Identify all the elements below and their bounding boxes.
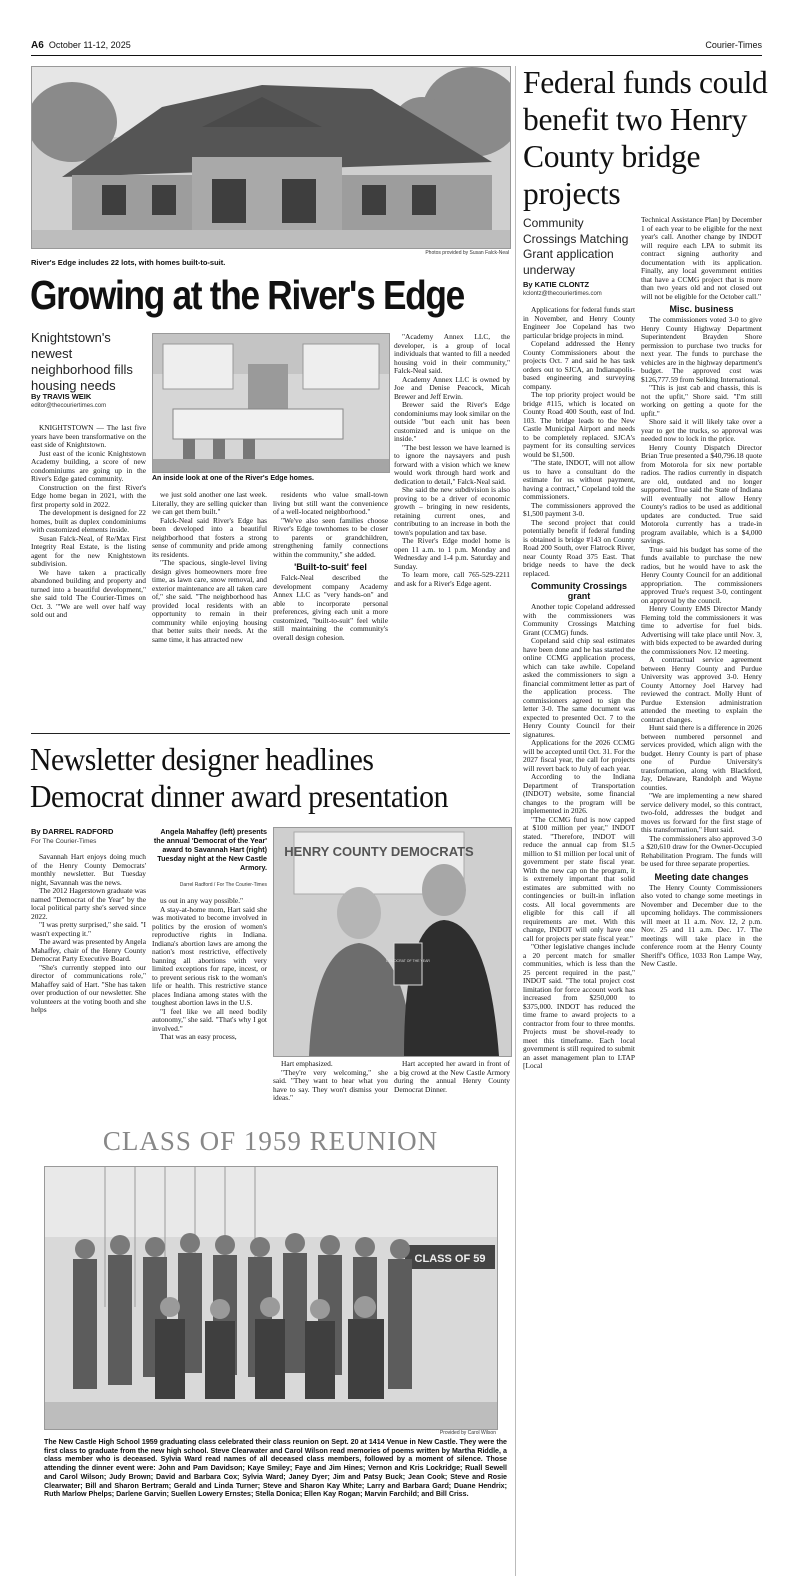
paragraph: us out in any way possible." xyxy=(160,897,244,905)
newsletter-col-4 xyxy=(394,1060,510,1116)
newsletter-byline: By DARREL RADFORD xyxy=(31,827,114,836)
rivers-edge-email: editor@thecouriertimes.com xyxy=(31,403,107,409)
paragraph: Hunt said there is a difference in 2026 between numbered personnel and services provided, which align with the budget. Henry County is part of phase one of Purdue University's transformation, along with Blackford, Jay, Delaware, Randolph and Wayne counties. xyxy=(641,723,762,792)
paragraph: Henry County EMS Director Mandy Fleming told the commissioners it was time to advertise for fuel bids. Advertising will take place until Nov. 3, with bids expected to be awarded during the commissioners Nov. 12 meeting. xyxy=(641,604,762,656)
newsletter-headline: Newsletter designer headlines Democrat dinner award presentation xyxy=(30,741,449,814)
paragraph: Another topic Copeland addressed with the commissioners was Community Crossings Matching Grant (CCMG) funds. xyxy=(523,602,635,637)
rivers-edge-col-1 xyxy=(31,424,146,722)
award-photo-credit: Darrel Radford / For The Courier-Times xyxy=(179,882,267,888)
paragraph: The development is designed for 22 homes, built as duplex condominiums with customized elements inside. xyxy=(31,508,146,534)
rivers-edge-col-4 xyxy=(394,333,510,722)
paragraph: Construction on the first River's Edge home began in 2021, with the first property sold in 2022. xyxy=(31,482,146,509)
floor xyxy=(45,1402,497,1429)
paragraph: That was an easy process, xyxy=(160,1032,237,1041)
reunion-illustration xyxy=(45,1167,497,1429)
paragraph: Brewer said the River's Edge condominiums may look similar on the outside "but each unit has been customized and is unique on the inside." xyxy=(394,400,510,443)
rivers-edge-col-3 xyxy=(273,491,388,722)
paragraph: The commissioners approved the $1,500 payment 3-0. xyxy=(523,500,635,518)
paragraph: "Academy Annex LLC, the developer, is a group of local individuals that wanted to fill a needed housing void in their community," Falck-Neal said. xyxy=(394,333,510,375)
section-subhead: Misc. business xyxy=(669,304,734,314)
paragraph: Falck-Neal described the development company Academy Annex LLC as "very hands-on" and able to incorporate personal preferences, giving each unit a more customized, "built-to-suit" feel while still maintaining the community's overall design cohesion. xyxy=(273,573,388,642)
paragraph: residents who value small-town living but still want the convenience of a well-located neighborhood." xyxy=(273,491,388,516)
bridge-byline: By KATIE CLONTZ xyxy=(523,280,590,289)
paragraph: Applications for the 2026 CCMG will be accepted until Oct. 31. For the 2027 fiscal year, the call for projects will revert back to July of each year. xyxy=(523,738,635,773)
section-subhead: 'Built-to-suit' feel xyxy=(294,562,367,572)
house-photo-caption: River's Edge includes 22 lots, with homes built-to-suit. xyxy=(31,258,226,267)
paragraph: KNIGHTSTOWN — The last five years have been transformative on the east side of Knightstown. xyxy=(31,424,146,449)
house-exterior-illustration xyxy=(32,67,510,248)
paragraph: The 2012 Hagerstown graduate was named "Democrat of the Year" by the local political party she's served since 2022. xyxy=(31,886,146,921)
kitchen-illustration xyxy=(153,334,389,472)
section-divider xyxy=(31,733,510,734)
reunion-title: CLASS OF 1959 REUNION xyxy=(102,1126,439,1156)
newsletter-col-3 xyxy=(273,1060,388,1116)
award-illustration xyxy=(274,828,511,1056)
paragraph: Savannah Hart enjoys doing much of the Henry County Democrats' monthly newsletter. But Tuesday night, Savannah was the news. xyxy=(31,853,146,887)
paragraph: The River's Edge model home is open 11 a.m. to 1 p.m. Monday and Wednesday and 1-4 p.m. Saturday and Sunday. xyxy=(394,536,510,571)
paragraph: Just east of the iconic Knightstown Academy building, a score of new condominiums are going up in the River's Edge gated community. xyxy=(31,448,146,483)
paragraph: True said his budget has some of the funds available to purchase the new radios, but he would have to ask the Henry County Council for an additional appropriation. The commissioners approved True's request 3-0, contingent on approval by the council. xyxy=(641,544,762,605)
paragraph: Henry County Dispatch Director Brian True presented a $40,796.18 quote from Motorola for six new portable radios. The radios currently in dispatch are old, outdated and no longer supported. True said the State of Indiana will eventually not allow Henry County's radios to be used as additional updates are conducted. True said Motorola currently has a trade-in program available, which is a $4,000 savings. xyxy=(641,442,762,545)
right-person-head xyxy=(422,864,466,916)
paragraph: Hart emphasized. xyxy=(281,1060,333,1068)
paragraph: "I was pretty surprised," she said. "I wasn't expecting it." xyxy=(31,920,146,938)
newsletter-byline-sub: For The Courier-Times xyxy=(31,838,97,845)
bridge-headline: Federal funds could benefit two Henry County bridge projects xyxy=(523,65,768,211)
paragraph: The commissioners also approved 3-0 a $20,610 draw for the Owner-Occupied Rehabilitation Program. The funds will be used for three separate properties. xyxy=(641,833,762,868)
paragraph: She said the new subdivision is also proving to be a driver of economic growth – bringing in new residents, retaining current ones, and contributing to an increase in both the town's population and tax base. xyxy=(394,485,510,537)
paper-name: Courier-Times xyxy=(705,40,762,50)
paragraph: "We are implementing a new shared service delivery model, so this contract, two-fold, addresses the budget and moves us forward for the first stage of this transformation," Hunt said. xyxy=(641,791,762,834)
rivers-edge-dek: Knightstown's newest neighborhood fills housing needs xyxy=(31,330,133,393)
paragraph: "Other legislative changes include a 20 percent match for smaller communities, which is less than the 25 percent required in the past," INDOT said. "The total project cost limitation for force account work has increased from $250,000 to $375,000. INDOT has reduced the time frame to award projects to a contractor from four to three months. Projects must be shovel-ready to meet this timeframe. Each local government is still required to submit an asset management plan to LTAP [Local xyxy=(523,942,635,1070)
award-photo xyxy=(273,827,512,1057)
reunion-caption: The New Castle High School 1959 graduating class celebrated their class reunion on Sept. 20 at 1414 Venue in New Castle. They were the first class to graduate from the new high school. Steve Clearwater and Carol Wilson read memories of poems written by Martha Riddle, a class member who is deceased. Sylvia Ward read names of all deceased class members, followed by a moment of silence. Those attending the dinner event were: John and Pam Davidson; Kaye Smiley; Faye and Jim Hines; Vernon and Kris Lockridge; Ruall Sewell and Carol Wilson; Judy Brown; David and Barbara Cox; Sylvia Ward; Janey Dyer; Jim and Patsy Buck; Jean Cook; Steve and Rosie Clearwater; Bill and Sharon Bertram; Gerald and Linda Turner; Steve and Sharon Kay White; Larry and Barbara Gard; Duane Hendrix; Ruth Marlow Phelps; Darlene Garvin; Suellen Lowery Ernstes; Stella Donica; Ellen Kay Rogan; Marvin Farchild; and Bill Criss. xyxy=(44,1438,507,1499)
paragraph: "She's currently stepped into our director of communications role," Mahaffey said of Hart. "She has taken over production of our newsletter. She volunteers at the voting booth and she helps xyxy=(31,962,146,1014)
paragraph: Academy Annex LLC is owned by Joe and Denise Peacock, Micah Brewer and Jeff Erwin. xyxy=(394,374,510,401)
page-number: A6 xyxy=(31,40,44,51)
section-subhead: Community Crossings grant xyxy=(530,581,627,601)
paragraph: We have taken a practically abandoned building and property and turned into a beautiful development," she said told The Courier-Times on Oct. 3. "'We are well over half way sold out and xyxy=(31,567,146,619)
newsletter-col-2 xyxy=(152,897,267,1058)
reunion-photo-credit: Provided by Carol Wilson xyxy=(439,1430,496,1436)
paragraph: A stay-at-home mom, Hart said she was motivated to become involved in politics by the erosion of women's reproductive rights in Indiana. Indiana's abortion laws are among the nation's most restrictive, effectively banning all abortions with very limited exceptions for rape, incest, or to prevent serious risk to the woman's life or health. This restrictive stance places Indiana among states with the toughest abortion laws in the U.S. xyxy=(152,904,267,1007)
paragraph: Copeland said chip seal estimates have been done and he has started the online CCMG application process, which can take awhile. Copeland asked the commissioners to sign a financial commitment letter as part of the application process. The commissioners agreed to sign the letter 3-0. The same document was expected to presented Oct. 7 to the Henry County Council for their signatures. xyxy=(523,636,635,739)
class-banner xyxy=(405,1245,495,1269)
class-banner-lettering: CLASS OF 59 xyxy=(414,1253,486,1265)
paragraph: The second project that could potentially benefit if federal funding is obtained is bridge #143 on County Road 200 South, over Flatrock River, near County Road 375 East. That bridge needs to have the deck replaced. xyxy=(523,517,635,578)
section-subhead: Meeting date changes xyxy=(654,871,749,882)
award-plaque xyxy=(394,943,422,985)
lawn xyxy=(32,230,510,248)
paragraph: The commissioners voted 3-0 to give Henry County Highway Department Superintendent Brayden Shore permission to purchase two trucks for next year. The funds to purchase the vehicles are in the highway department's budget. The approved cost was $126,777.59 from Selking International. xyxy=(641,315,762,384)
paragraph: Copeland addressed the Henry County Commissioners about the projects Oct. 7 and said he has task orders out to SJCA, an Indianapolis-based engineering and surveying company. xyxy=(523,339,635,391)
paragraph: we just sold another one last week. Literally, they are selling quicker than we can get them built." xyxy=(152,491,267,516)
kitchen-photo-caption: An inside look at one of the River's Edge homes. xyxy=(152,475,314,482)
paragraph: "The best lesson we have learned is to ignore the naysayers and push forward with a vision which we knew would work through hard work and dedication to detail," Falck-Neal said. xyxy=(394,442,510,486)
paragraph: "The state, INDOT, will not allow us to have a consultant do the estimate for us without payment, having a contract," Copeland told the commissioners. xyxy=(523,458,635,501)
paragraph: "The CCMG fund is now capped at $100 million per year," INDOT stated. "Therefore, INDOT will reduce the annual cap from $1.5 million to $1 million per local unit of government per state fiscal year. With the new cap on the program, it is extremely important that solid estimates are submitted with no contingencies or built-in inflation costs. All local governments are eligible for this call if all requirements are met. With this change, INDOT will only have one call for projects per state fiscal year." xyxy=(523,814,635,943)
kitchen-photo xyxy=(152,333,390,473)
paragraph: According to the Indiana Department of Transportation (INDOT) website, some financial changes to the program will be implemented in 2026. xyxy=(523,772,635,815)
column-divider xyxy=(515,66,516,1576)
paragraph: Falck-Neal said River's Edge has been developed into a beautiful neighborhood that fosters a strong sense of community and pride among its residents. xyxy=(152,515,267,559)
header-rule xyxy=(31,55,762,56)
rivers-edge-headline: Growing at the River's Edge xyxy=(30,272,464,318)
paragraph: "They're very welcoming," she said. "They want to hear what you have to say. They won't dismiss your ideas." xyxy=(273,1067,388,1102)
issue-date: October 11-12, 2025 xyxy=(48,40,131,50)
paragraph: The award was presented by Angela Mahaffey, chair of the Henry County Democrat Party Executive Board. xyxy=(31,937,146,963)
house-exterior-photo xyxy=(31,66,511,249)
paragraph: The Henry County Commissioners also voted to change some meetings in November and December due to the upcoming holidays. The commissioners will meet at 11 a.m. Nov. 12, 2 p.m. Nov. 25 and 11 a.m. Dec. 17. The meetings will take place in the conference room at the Henry County Sheriff's Office, 1033 Ron Lampe Way, New Castle. xyxy=(641,882,762,968)
rivers-edge-col-2 xyxy=(152,491,267,722)
paragraph: "I feel like we all need bodily autonomy," she said. "That's why I got involved." xyxy=(152,1006,267,1033)
bridge-email: kclontz@thecouriertimes.com xyxy=(523,291,602,297)
kitchen-island xyxy=(173,409,343,439)
banner-lettering: HENRY COUNTY DEMOCRATS xyxy=(284,844,474,859)
paragraph: Hart accepted her award in front of a big crowd at the New Castle Armory during the annual Henry County Democrat Dinner. xyxy=(394,1060,510,1094)
reunion-photo xyxy=(44,1166,498,1430)
page-folio xyxy=(31,40,131,51)
rivers-edge-byline: By TRAVIS WEIK xyxy=(31,392,92,401)
paragraph: Susan Falck-Neal, of Re/Max First Integrity Real Estate, is the listing agent for the new Knightstown subdivision. xyxy=(31,533,146,568)
paragraph: "The spacious, single-level living design gives homeowners more free time, as lawn care, snow removal, and exterior maintenance are all taken care of," she said. "The neighborhood has provided local residents with an opportunity to remain in their community while enjoying housing that better suits their needs. At the same time, it has attracted new xyxy=(152,558,267,644)
paragraph: "This is just cab and chassis, this is not the upfit," Shore said. "I'm still working on getting a quote for the upfit." xyxy=(641,383,762,418)
paragraph: A contractual service agreement between Henry County and Purdue University was approved 3-0. Henry County Attorney Joel Harvey had reviewed the contract. Molly Hunt of Purdue Extension administration attended the meeting to explain the contract changes. xyxy=(641,655,762,724)
bridge-col-2 xyxy=(641,216,762,1559)
plaque-lettering: DEMOCRAT OF THE YEAR xyxy=(386,959,430,963)
bridge-col-1 xyxy=(523,306,635,1559)
left-person-head xyxy=(337,887,381,939)
paragraph: Shore said it will likely take over a year to get the trucks, so approval was needed now to lock in the price. xyxy=(641,417,762,443)
paragraph: "We've also seen families choose River's Edge townhomes to be closer to parents or grandchildren, strengthening family connections within the community," she added. xyxy=(273,515,388,559)
house-photo-credit: Photos provided by Susan Falck-Neal xyxy=(425,250,509,256)
paragraph: Applications for federal funds start in November, and Henry County Engineer Joe Copeland has two particular bridge projects in mind. xyxy=(523,306,635,340)
paragraph: The top priority project would be bridge #115, which is located on County Road 400 South, east of Ind. 103. The bridge leads to the New Castle Municipal Airport and needs to be completely replaced. SJCA's payment for its consulting services would be $1,500. xyxy=(523,390,635,459)
paragraph: To learn more, call 765-529-2211 and ask for a River's Edge agent. xyxy=(394,570,510,588)
bridge-dek: Community Crossings Matching Grant application underway xyxy=(523,216,629,277)
newsletter-col-1 xyxy=(31,853,146,1058)
award-photo-caption: Angela Mahaffey (left) presents the annual 'Democrat of the Year' award to Savannah Hart (right) Tuesday night at the New Castle Armory. xyxy=(153,827,267,872)
paragraph: Technical Assistance Plan] by December 1 of each year to be eligible for the next year's call. Another change by INDOT will require each LPA to submit its contract signing authority and documentation with its application. Finally, any local government entities that have a CCMG project that is more than two years old and not closed out will not be eligible for the October call." xyxy=(641,216,762,301)
